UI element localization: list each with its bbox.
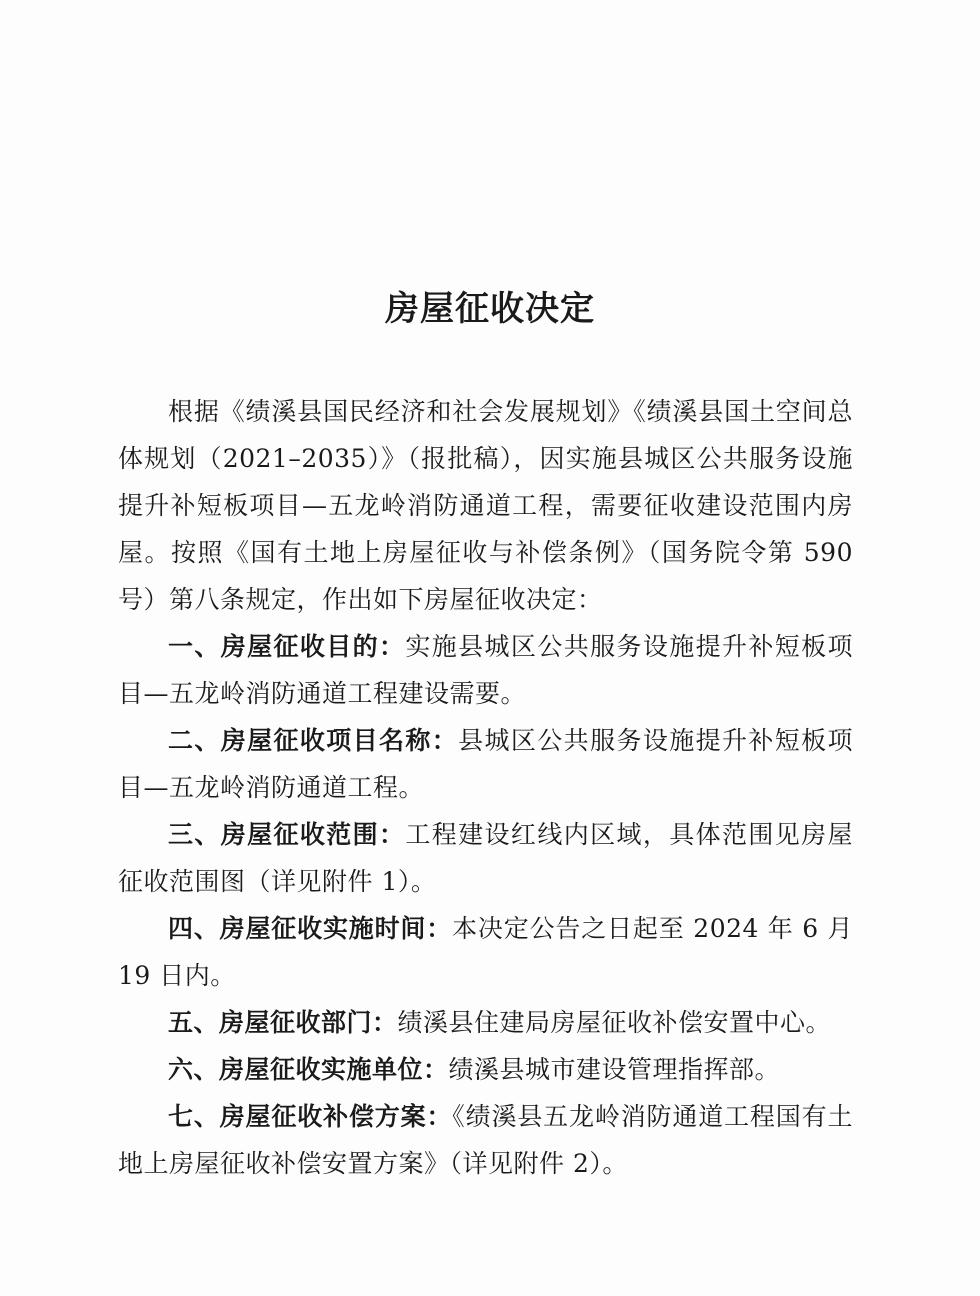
item-compensation-plan <box>118 1093 853 1187</box>
document-body <box>118 388 853 1187</box>
item-text: 《绩溪县五龙岭消防通道工程国有土地上房屋征收补偿安置方案》（详见附件 2）。 <box>118 1102 853 1178</box>
item-text: 实施县城区公共服务设施提升补短板项目—五龙岭消防通道工程建设需要。 <box>118 632 853 708</box>
item-period <box>118 905 853 999</box>
item-text: 绩溪县住建局房屋征收补偿安置中心。 <box>397 1008 832 1037</box>
item-project-name <box>118 717 853 811</box>
item-text: 绩溪县城市建设管理指挥部。 <box>448 1055 781 1084</box>
item-heading: 五、房屋征收部门： <box>168 1008 398 1037</box>
item-text: 县城区公共服务设施提升补短板项目—五龙岭消防通道工程。 <box>118 726 853 802</box>
item-heading: 一、房屋征收目的： <box>168 632 406 661</box>
item-text: 本决定公告之日起至 2024 年 6 月 19 日内。 <box>118 914 853 990</box>
item-scope <box>118 811 853 905</box>
item-heading: 四、房屋征收实施时间： <box>168 914 453 943</box>
item-department <box>118 999 853 1046</box>
item-heading: 六、房屋征收实施单位： <box>168 1055 449 1084</box>
document-title: 房屋征收决定 <box>385 289 595 329</box>
item-heading: 二、房屋征收项目名称： <box>168 726 459 755</box>
item-implementing-unit <box>118 1046 853 1093</box>
item-heading: 七、房屋征收补偿方案： <box>168 1102 453 1131</box>
preamble-paragraph: 根据《绩溪县国民经济和社会发展规划》《绩溪县国土空间总体规划（2021–2035）》（报批稿），因实施县城区公共服务设施提升补短板项目—五龙岭消防通道工程，需要征收建设范围内房屋。按照《国有土地上房屋征收与补偿条例》（国务院令第 590 号）第八条规定，作出如下房屋征收决定： <box>118 397 853 614</box>
item-text: 工程建设红线内区域，具体范围见房屋征收范围图（详见附件 1）。 <box>118 820 853 896</box>
item-heading: 三、房屋征收范围： <box>168 820 406 849</box>
item-purpose <box>118 623 853 717</box>
